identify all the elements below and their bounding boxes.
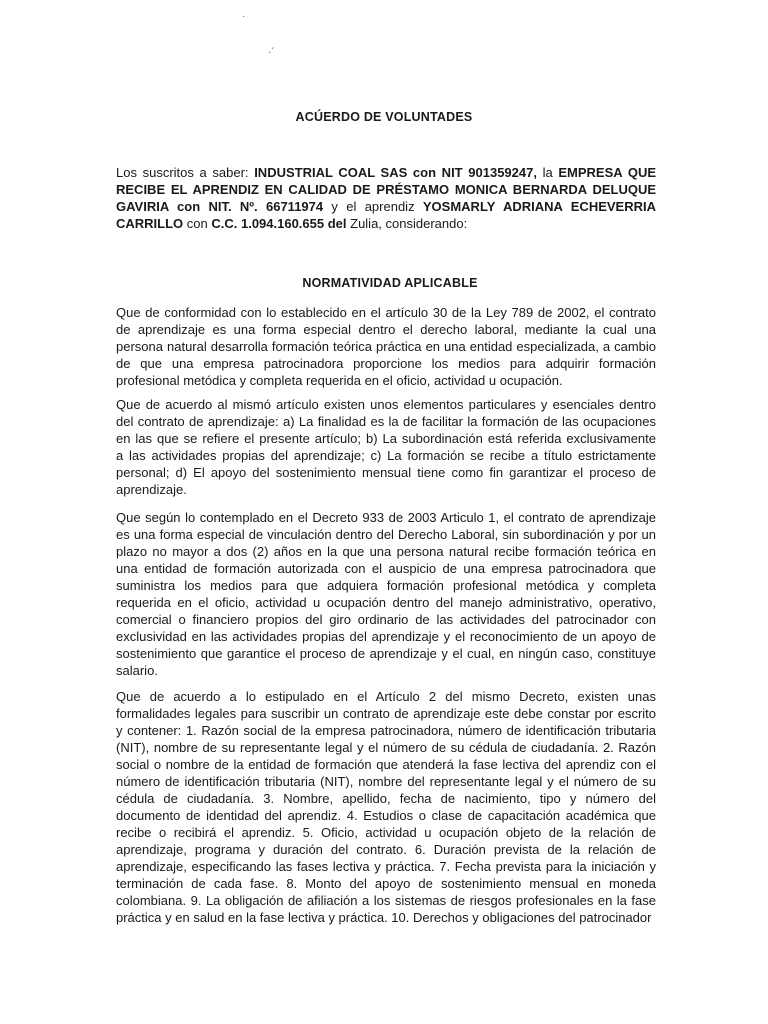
intro-line: RECIBE EL APRENDIZ EN CALIDAD DE PRÉSTAMO MONICA BERNARDA DELUQUE bbox=[116, 182, 656, 197]
section-title: NORMATIVIDAD APLICABLE bbox=[302, 276, 478, 290]
paragraph-line: a las actividades propias del aprendizaje; c) La formación se recibe a título estrictamente bbox=[116, 448, 656, 463]
paragraph-line: comercial o financiero propios del giro ordinario de las actividades del patrocinador con bbox=[116, 612, 656, 627]
paragraph-line: y contener: 1. Razón social de la empresa patrocinadora, número de identificación tributaria bbox=[116, 723, 656, 738]
paragraph-line: terminación de cada fase. 8. Monto del apoyo de sostenimiento mensual en moneda bbox=[116, 876, 656, 891]
intro-paragraph bbox=[116, 164, 656, 232]
paragraph-line: social o nombre de la entidad de formación que atenderá la fase lectiva del aprendiz con el bbox=[116, 757, 656, 772]
paragraph-line: (NIT), nombre de su representante legal y el número de su cédula de ciudadanía. 2. Razón bbox=[116, 740, 656, 755]
paragraph-line: sostenimiento que garantice el proceso de aprendizaje y el cual, en ningún caso, constituye bbox=[116, 646, 656, 661]
paragraph-line: cédula de ciudadanía. 3. Nombre, apellido, fecha de nacimiento, tipo y número del bbox=[116, 791, 656, 806]
paragraph-line: formalidades legales para suscribir un contrato de aprendizaje este debe constar por escrito bbox=[116, 706, 656, 721]
paragraph-line: Que de conformidad con lo establecido en el artículo 30 de la Ley 789 de 2002, el contrato bbox=[116, 305, 656, 320]
paragraph-line: en las que se refiere el presente artículo; b) La subordinación está referida exclusivamente bbox=[116, 431, 656, 446]
paragraph-articulo-2 bbox=[116, 688, 656, 926]
paragraph-ley-789 bbox=[116, 304, 656, 389]
paragraph-line: documento de identidad del aprendiz. 4. Estudios o clase de capacitación académica que bbox=[116, 808, 656, 823]
intro-line: CARRILLO con C.C. 1.094.160.655 del Zulia, considerando: bbox=[116, 216, 468, 231]
paragraph-line: Que de acuerdo a lo estipulado en el Artículo 2 del mismo Decreto, existen unas bbox=[116, 689, 656, 704]
paragraph-line: del contrato de aprendizaje: a) La finalidad es la de facilitar la formación de las ocupaciones bbox=[116, 414, 656, 429]
paragraph-line: aprendizaje, programa y duración del contrato. 6. Duración prevista de la relación de bbox=[116, 842, 656, 857]
paragraph-line: número de identificación tributaria (NIT), nombre del representante legal y el número de su bbox=[116, 774, 656, 789]
paragraph-line: colombiana. 9. La obligación de afiliación a los sistemas de riesgos profesionales en la fase bbox=[116, 893, 656, 908]
paragraph-decreto-933 bbox=[116, 509, 656, 679]
scan-speck: ·´ bbox=[268, 47, 275, 58]
paragraph-line: de que una empresa patrocinadora proporcione los medios para adquirir formación bbox=[116, 356, 656, 371]
paragraph-line: práctica y en salud en la fase lectiva y práctica. 10. Derechos y obligaciones del patrocinador bbox=[116, 910, 652, 925]
scan-speck: · bbox=[242, 11, 246, 22]
paragraph-line: de aprendizaje es una forma especial dentro el derecho laboral, mediante la cual una bbox=[116, 322, 656, 337]
paragraph-line: persona natural desarrolla formación teórica práctica en una entidad especializada, a cambio bbox=[116, 339, 656, 354]
paragraph-line: profesional metódica y completa requerida en el oficio, actividad u ocupación. bbox=[116, 373, 563, 388]
paragraph-line: Que de acuerdo al mismó artículo existen unos elementos particulares y esenciales dentro bbox=[116, 397, 656, 412]
paragraph-line: Que según lo contemplado en el Decreto 933 de 2003 Articulo 1, el contrato de aprendizaje bbox=[116, 510, 656, 525]
intro-line: Los suscritos a saber: INDUSTRIAL COAL SAS con NIT 901359247, la EMPRESA QUE bbox=[116, 165, 656, 180]
intro-line: GAVIRIA con NIT. Nº. 66711974 y el aprendiz YOSMARLY ADRIANA ECHEVERRIA bbox=[116, 199, 656, 214]
paragraph-line: recibe o recibirá el aprendiz. 5. Oficio, actividad u ocupación objeto de la relación de bbox=[116, 825, 656, 840]
paragraph-line: requerida en el oficio, actividad u ocupación dentro del manejo administrativo, operativo, bbox=[116, 595, 656, 610]
paragraph-line: salario. bbox=[116, 663, 158, 678]
paragraph-line: es una forma especial de vinculación dentro del Derecho Laboral, sin subordinación y por un bbox=[116, 527, 656, 542]
paragraph-line: aprendizaje. bbox=[116, 482, 187, 497]
paragraph-line: personal; d) El apoyo del sostenimiento mensual tiene como fin garantizar el proceso de bbox=[116, 465, 656, 480]
paragraph-elementos bbox=[116, 396, 656, 498]
paragraph-line: exclusividad en las actividades propias del aprendizaje y el reconocimiento de un apoyo de bbox=[116, 629, 656, 644]
paragraph-line: aprendizaje, especificando las fases lectiva y práctica. 7. Fecha prevista para la iniciación y bbox=[116, 859, 656, 874]
paragraph-line: suministra los medios para que adquiera formación profesional metódica y completa bbox=[116, 578, 656, 593]
document-title: ACÚERDO DE VOLUNTADES bbox=[295, 110, 473, 124]
paragraph-line: una entidad de formación autorizada con el auspicio de una empresa patrocinadora que bbox=[116, 561, 656, 576]
paragraph-line: plazo no mayor a dos (2) años en la que una persona natural recibe formación teórica en bbox=[116, 544, 656, 559]
